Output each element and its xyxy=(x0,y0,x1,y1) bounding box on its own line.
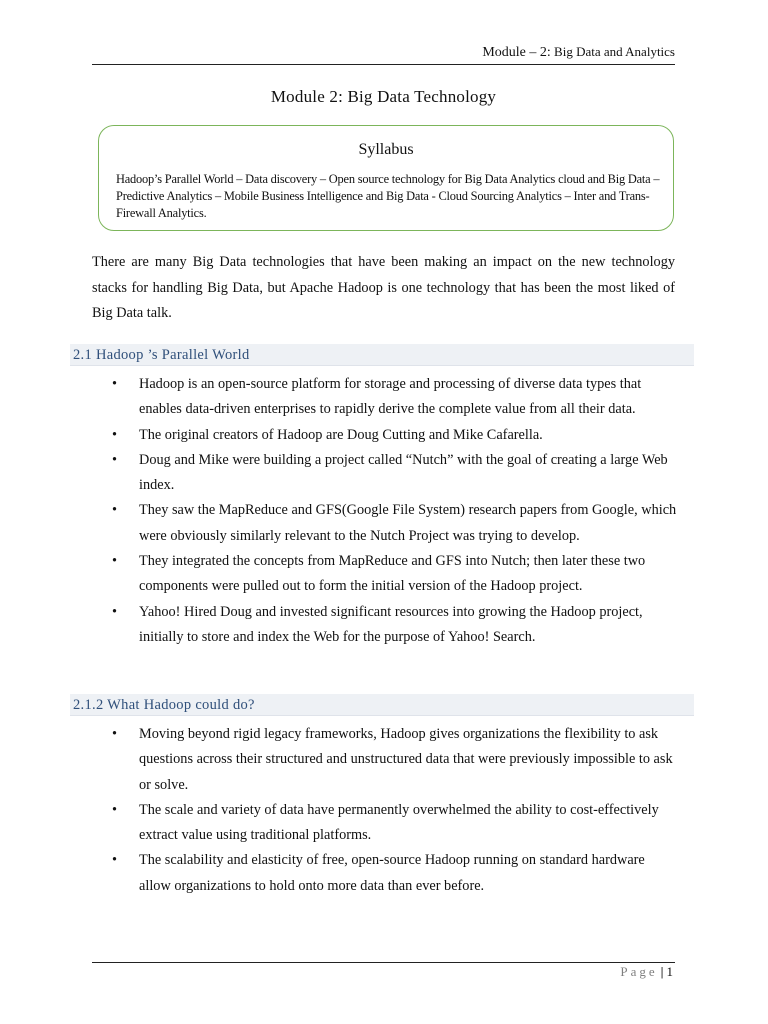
bullet-icon: • xyxy=(112,801,118,818)
bullet-icon: • xyxy=(112,451,118,468)
bullet-icon: • xyxy=(112,553,118,570)
syllabus-box xyxy=(98,125,674,231)
list-item-text: They integrated the concepts from MapReduce and GFS into Nutch; then later these two components were pulled out to form the initial version of the Hadoop project. xyxy=(139,553,646,595)
bullet-icon: • xyxy=(112,603,118,620)
list-item-text: The scalability and elasticity of free, open-source Hadoop running on standard hardware allow organizations to hold onto more data than ever before. xyxy=(139,852,645,894)
page-number-value: 1 xyxy=(666,964,675,979)
list-item xyxy=(112,722,678,798)
bullet-icon: • xyxy=(112,502,118,519)
bullet-icon: • xyxy=(112,426,118,443)
bullet-icon: • xyxy=(112,376,118,392)
list-item-text: Doug and Mike were building a project called “Nutch” with the goal of creating a large Web index. xyxy=(139,451,668,494)
bullet-list-what-hadoop-could-do xyxy=(112,722,678,899)
section-heading-what-hadoop-could-do: 2.1.2 What Hadoop could do? xyxy=(70,694,694,716)
list-item xyxy=(112,498,678,549)
page-label: Page xyxy=(620,964,658,979)
list-item xyxy=(112,798,678,849)
list-item-text: Hadoop is an open-source platform for storage and processing of diverse data types that enables data-driven enterprises to rapidly derive the complete value from all their data. xyxy=(139,376,642,418)
running-header xyxy=(92,42,675,65)
page-separator: | xyxy=(660,964,664,979)
bullet-list-parallel-world xyxy=(112,372,678,650)
running-header-course: Big Data and Analytics xyxy=(554,44,675,59)
list-item xyxy=(112,600,678,651)
list-item-text: The original creators of Hadoop are Doug Cutting and Mike Cafarella. xyxy=(139,426,543,443)
intro-paragraph: There are many Big Data technologies that have been making an impact on the new technology stacks for handling Big Data, but Apache Hadoop is one technology that has been the most liked of Big Data talk. xyxy=(92,254,675,321)
list-item xyxy=(112,423,678,448)
list-item-text: The scale and variety of data have permanently overwhelmed the ability to cost-effectively extract value using traditional platforms. xyxy=(139,801,659,844)
footer-rule xyxy=(92,962,675,963)
syllabus-heading: Syllabus xyxy=(358,141,414,158)
page-number xyxy=(92,964,675,980)
list-item xyxy=(112,372,678,423)
list-item xyxy=(112,848,678,899)
section-heading-hadoop-parallel-world: 2.1 Hadoop ’s Parallel World xyxy=(70,344,694,366)
list-item-text: Moving beyond rigid legacy frameworks, Hadoop gives organizations the flexibility to ask questions across their structured and unstructured data that were previously impossible to ask or solve. xyxy=(139,726,673,793)
bullet-icon: • xyxy=(112,852,118,869)
list-item-text: They saw the MapReduce and GFS(Google File System) research papers from Google, which were obviously similarly relevant to the Nutch Project was trying to develop. xyxy=(139,502,677,544)
list-item xyxy=(112,549,678,600)
running-header-module: Module – 2: xyxy=(482,45,551,60)
list-item xyxy=(112,448,678,499)
page-title: Module 2: Big Data Technology xyxy=(270,87,497,106)
bullet-icon: • xyxy=(112,726,118,742)
syllabus-body: Hadoop’s Parallel World – Data discovery – Open source technology for Big Data Analytics cloud and Big Data –Predictive Analytics – Mobile Business Intelligence and Big Data - Cloud Sourcing Analytics – Inter and Trans-Firewall Analytics. xyxy=(116,172,660,220)
list-item-text: Yahoo! Hired Doug and invested significant resources into growing the Hadoop project, initially to store and index the Web for the purpose of Yahoo! Search. xyxy=(139,603,643,645)
